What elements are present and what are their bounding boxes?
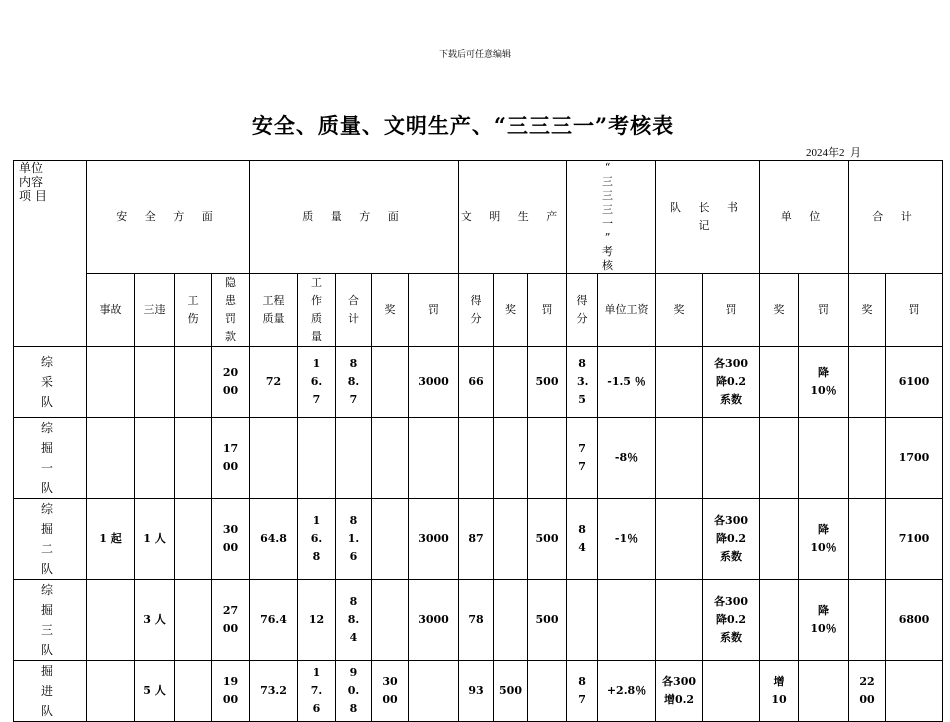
cell-sum: 90.8	[336, 661, 372, 722]
cell-eng	[250, 418, 298, 499]
cell-q-penalty: 3000	[409, 580, 459, 661]
cell-hazard: 3000	[212, 499, 250, 580]
cell-unit-reward	[760, 580, 799, 661]
cell-unit-penalty	[799, 661, 849, 722]
sub-header-tot-penalty: 罚	[886, 274, 943, 347]
corner-label-item: 项 目	[19, 189, 47, 203]
sub-header-c-penalty: 罚	[528, 274, 567, 347]
cell-s-wage: +2.8％	[598, 661, 656, 722]
table-body	[14, 347, 943, 722]
cell-accident	[87, 418, 135, 499]
sub-header-c-score: 得分	[459, 274, 494, 347]
cell-s-score	[567, 580, 598, 661]
cell-c-reward	[494, 499, 528, 580]
sub-header-hazard: 隐患罚款	[212, 274, 250, 347]
group-header-unit: 单 位	[760, 161, 849, 274]
sub-header-cap-reward: 奖	[656, 274, 703, 347]
cell-accident	[87, 347, 135, 418]
cell-tot-penalty: 6100	[886, 347, 943, 418]
cell-cap-penalty: 各300 降0.2 系数	[703, 499, 760, 580]
sub-header-unit-reward: 奖	[760, 274, 799, 347]
cell-s-score: 87	[567, 661, 598, 722]
cell-tot-reward	[849, 499, 886, 580]
cell-tot-reward: 2200	[849, 661, 886, 722]
row-label-cell: 综 采 队	[14, 347, 87, 418]
group-header-civil: 文 明 生 产	[459, 161, 567, 274]
cell-q-reward	[372, 580, 409, 661]
cell-c-reward	[494, 347, 528, 418]
cell-cap-penalty	[703, 661, 760, 722]
sub-header-q-sum: 合计	[336, 274, 372, 347]
cell-q-penalty: 3000	[409, 347, 459, 418]
cell-c-score: 78	[459, 580, 494, 661]
sub-header-unit-penalty: 罚	[799, 274, 849, 347]
cell-violation	[135, 418, 175, 499]
cell-q-reward	[372, 499, 409, 580]
cell-s-wage	[598, 580, 656, 661]
cell-unit-penalty	[799, 418, 849, 499]
cell-cap-penalty: 各300 降0.2 系数	[703, 347, 760, 418]
cell-tot-reward	[849, 418, 886, 499]
cell-hazard: 2000	[212, 347, 250, 418]
table-row	[14, 580, 943, 661]
cell-injury	[175, 661, 212, 722]
cell-c-reward: 500	[494, 661, 528, 722]
header-row-groups	[14, 161, 943, 274]
row-label-cell: 综 掘 二 队	[14, 499, 87, 580]
cell-c-score: 93	[459, 661, 494, 722]
cell-q-reward: 3000	[372, 661, 409, 722]
sub-header-violation: 三违	[135, 274, 175, 347]
cell-q-penalty: 3000	[409, 499, 459, 580]
cell-tot-reward	[849, 580, 886, 661]
cell-tot-penalty: 1700	[886, 418, 943, 499]
page-title: 安全、质量、文明生产、“三三三一”考核表	[251, 113, 675, 138]
cell-work: 17.6	[298, 661, 336, 722]
cell-work: 16.8	[298, 499, 336, 580]
group-header-quality: 质 量 方 面	[250, 161, 459, 274]
cell-cap-reward: 各300 增0.2	[656, 661, 703, 722]
cell-violation: 5 人	[135, 661, 175, 722]
cell-q-penalty	[409, 418, 459, 499]
cell-cap-reward	[656, 347, 703, 418]
cell-hazard: 2700	[212, 580, 250, 661]
cell-unit-penalty: 降 10％	[799, 580, 849, 661]
sub-header-s-wage: 单位工资	[598, 274, 656, 347]
cell-cap-penalty	[703, 418, 760, 499]
cell-unit-reward	[760, 418, 799, 499]
cell-cap-reward	[656, 418, 703, 499]
cell-sum: 81.6	[336, 499, 372, 580]
sub-header-work-quality: 工作质量	[298, 274, 336, 347]
header-row-sub	[14, 274, 943, 347]
cell-unit-reward: 增 10	[760, 661, 799, 722]
cell-c-score	[459, 418, 494, 499]
sub-header-q-reward: 奖	[372, 274, 409, 347]
cell-eng: 73.2	[250, 661, 298, 722]
cell-work: 16.7	[298, 347, 336, 418]
cell-c-score: 66	[459, 347, 494, 418]
cell-injury	[175, 347, 212, 418]
cell-unit-reward	[760, 347, 799, 418]
corner-label-unit: 单位	[19, 161, 44, 175]
cell-c-penalty: 500	[528, 347, 567, 418]
cell-q-reward	[372, 347, 409, 418]
cell-unit-penalty: 降 10％	[799, 347, 849, 418]
sub-header-s-score: 得分	[567, 274, 598, 347]
sub-header-injury: 工伤	[175, 274, 212, 347]
table-row	[14, 418, 943, 499]
cell-injury	[175, 580, 212, 661]
cell-accident	[87, 661, 135, 722]
sub-header-c-reward: 奖	[494, 274, 528, 347]
group-header-captain: 队 长 书 记	[656, 161, 760, 274]
cell-tot-penalty: 7100	[886, 499, 943, 580]
cell-eng: 72	[250, 347, 298, 418]
cell-accident: 1 起	[87, 499, 135, 580]
cell-eng: 64.8	[250, 499, 298, 580]
cell-s-score: 77	[567, 418, 598, 499]
cell-hazard: 1700	[212, 418, 250, 499]
cell-c-score: 87	[459, 499, 494, 580]
cell-violation: 3 人	[135, 580, 175, 661]
cell-hazard: 1900	[212, 661, 250, 722]
cell-unit-reward	[760, 499, 799, 580]
cell-injury	[175, 418, 212, 499]
sub-header-accident: 事故	[87, 274, 135, 347]
sub-header-tot-reward: 奖	[849, 274, 886, 347]
cell-c-reward	[494, 418, 528, 499]
cell-s-wage: -8％	[598, 418, 656, 499]
watermark-text: 下载后可任意编辑	[438, 50, 511, 60]
cell-sum	[336, 418, 372, 499]
cell-s-wage: -1.5 ％	[598, 347, 656, 418]
cell-c-reward	[494, 580, 528, 661]
cell-tot-penalty: 6800	[886, 580, 943, 661]
cell-work	[298, 418, 336, 499]
table-row	[14, 499, 943, 580]
assessment-table	[13, 160, 943, 722]
cell-q-penalty	[409, 661, 459, 722]
cell-unit-penalty: 降 10％	[799, 499, 849, 580]
table-row	[14, 661, 943, 722]
cell-s-score: 84	[567, 499, 598, 580]
cell-cap-reward	[656, 580, 703, 661]
date-label: 2024年2 月	[806, 147, 861, 159]
row-label-cell: 掘 进 队	[14, 661, 87, 722]
sub-header-cap-penalty: 罚	[703, 274, 760, 347]
cell-sum: 88.4	[336, 580, 372, 661]
cell-violation: 1 人	[135, 499, 175, 580]
cell-sum: 88.7	[336, 347, 372, 418]
cell-eng: 76.4	[250, 580, 298, 661]
sub-header-q-penalty: 罚	[409, 274, 459, 347]
cell-c-penalty	[528, 661, 567, 722]
cell-cap-penalty: 各300 降0.2 系数	[703, 580, 760, 661]
cell-tot-reward	[849, 347, 886, 418]
corner-label-content: 内容	[19, 175, 44, 189]
cell-tot-penalty	[886, 661, 943, 722]
group-header-safety: 安 全 方 面	[87, 161, 250, 274]
table-row	[14, 347, 943, 418]
cell-q-reward	[372, 418, 409, 499]
cell-accident	[87, 580, 135, 661]
row-label-cell: 综 掘 一 队	[14, 418, 87, 499]
cell-work: 12	[298, 580, 336, 661]
cell-injury	[175, 499, 212, 580]
group-header-sssy: “ 三 三 三 一 ” 考 核	[567, 161, 656, 274]
row-label-cell: 综 掘 三 队	[14, 580, 87, 661]
cell-c-penalty: 500	[528, 580, 567, 661]
group-header-total: 合 计	[849, 161, 943, 274]
cell-s-wage: -1％	[598, 499, 656, 580]
corner-header-cell	[14, 161, 87, 347]
sub-header-eng-quality: 工程质量	[250, 274, 298, 347]
cell-c-penalty	[528, 418, 567, 499]
cell-s-score: 83.5	[567, 347, 598, 418]
cell-cap-reward	[656, 499, 703, 580]
cell-violation	[135, 347, 175, 418]
cell-c-penalty: 500	[528, 499, 567, 580]
